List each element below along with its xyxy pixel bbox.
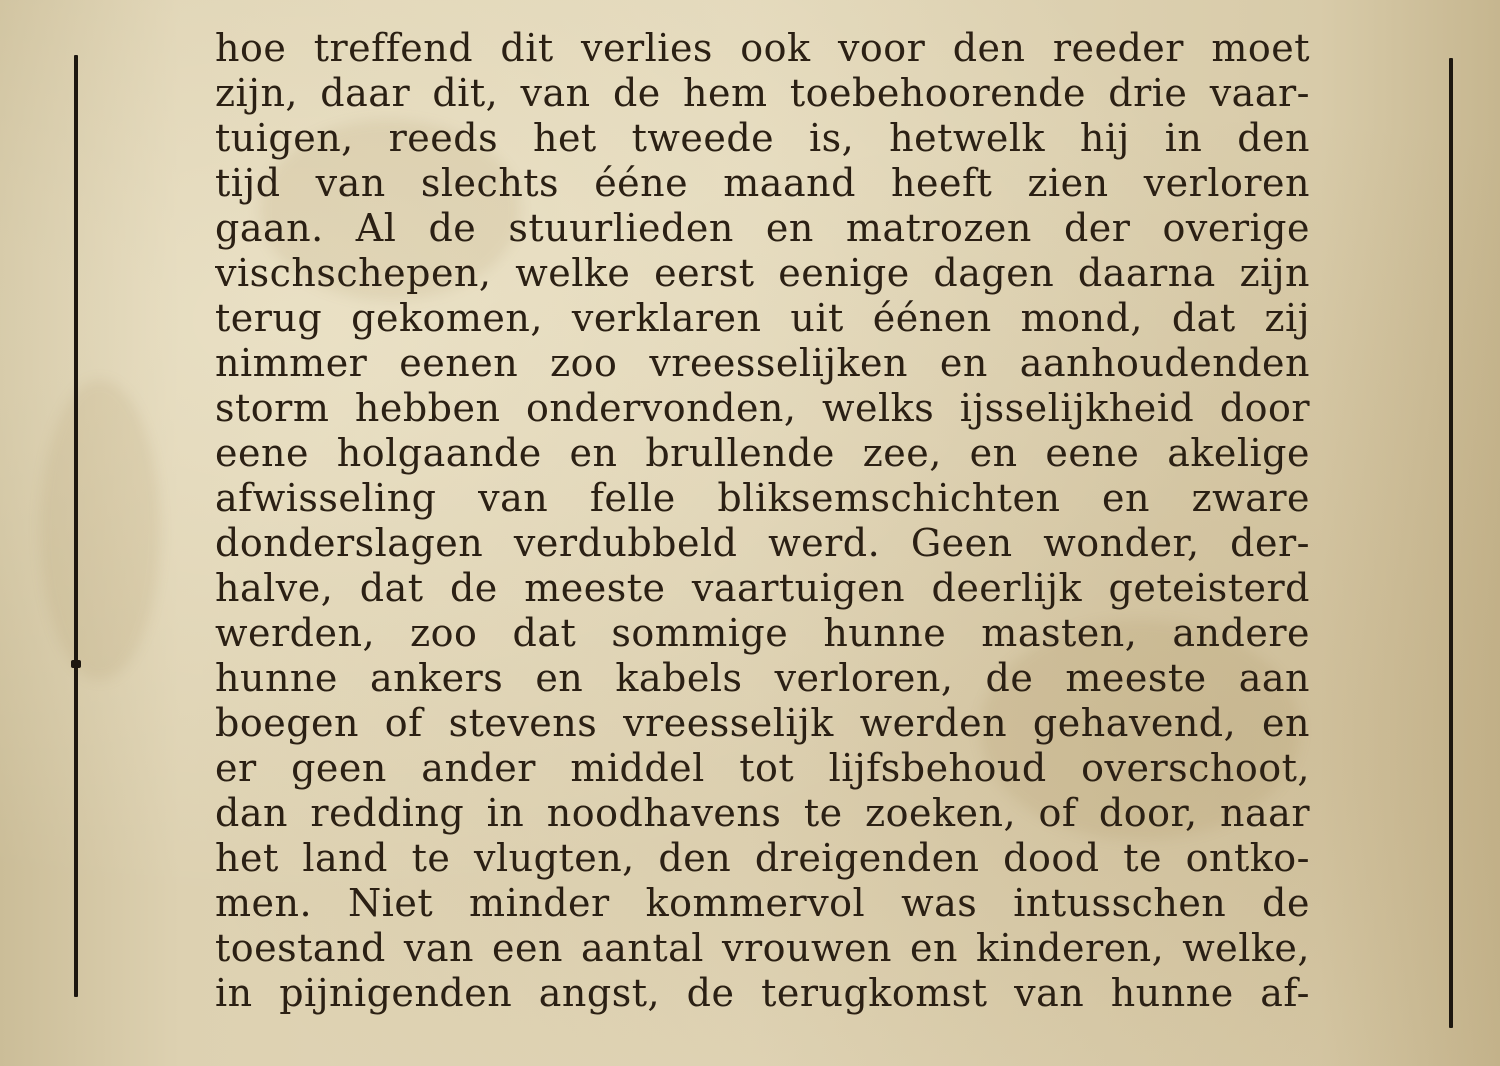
text-line: in pijnigenden angst, de terugkomst van hunne af- — [215, 971, 1310, 1015]
left-rule-mark — [71, 660, 81, 668]
text-line: hoe treffend dit verlies ook voor den reeder moet — [215, 26, 1310, 70]
text-line: boegen of stevens vreesselijk werden gehavend, en — [215, 701, 1310, 745]
text-line: zijn, daar dit, van de hem toebehoorende drie vaar- — [215, 71, 1310, 115]
text-line: men. Niet minder kommervol was intusschen de — [215, 881, 1310, 925]
text-line: afwisseling van felle bliksemschichten en zware — [215, 476, 1310, 520]
text-line: er geen ander middel tot lijfsbehoud overschoot, — [215, 746, 1310, 790]
body-text — [215, 26, 1310, 1016]
text-line: tijd van slechts ééne maand heeft zien verloren — [215, 161, 1310, 205]
left-column-rule — [74, 55, 78, 997]
right-column-rule — [1449, 58, 1453, 1028]
text-line: nimmer eenen zoo vreesselijken en aanhoudenden — [215, 341, 1310, 385]
text-line: werden, zoo dat sommige hunne masten, andere — [215, 611, 1310, 655]
text-line: halve, dat de meeste vaartuigen deerlijk geteisterd — [215, 566, 1310, 610]
text-line: dan redding in noodhavens te zoeken, of door, naar — [215, 791, 1310, 835]
text-line: hunne ankers en kabels verloren, de meeste aan — [215, 656, 1310, 700]
text-line: vischschepen, welke eerst eenige dagen daarna zijn — [215, 251, 1310, 295]
paper-stain — [40, 380, 160, 680]
text-line: gaan. Al de stuurlieden en matrozen der overige — [215, 206, 1310, 250]
text-line: storm hebben ondervonden, welks ijsselijkheid door — [215, 386, 1310, 430]
text-line: donderslagen verdubbeld werd. Geen wonder, der- — [215, 521, 1310, 565]
text-line: terug gekomen, verklaren uit éénen mond, dat zij — [215, 296, 1310, 340]
text-line: toestand van een aantal vrouwen en kinderen, welke, — [215, 926, 1310, 970]
text-line: tuigen, reeds het tweede is, hetwelk hij in den — [215, 116, 1310, 160]
text-line: eene holgaande en brullende zee, en eene akelige — [215, 431, 1310, 475]
text-line: het land te vlugten, den dreigenden dood te ontko- — [215, 836, 1310, 880]
